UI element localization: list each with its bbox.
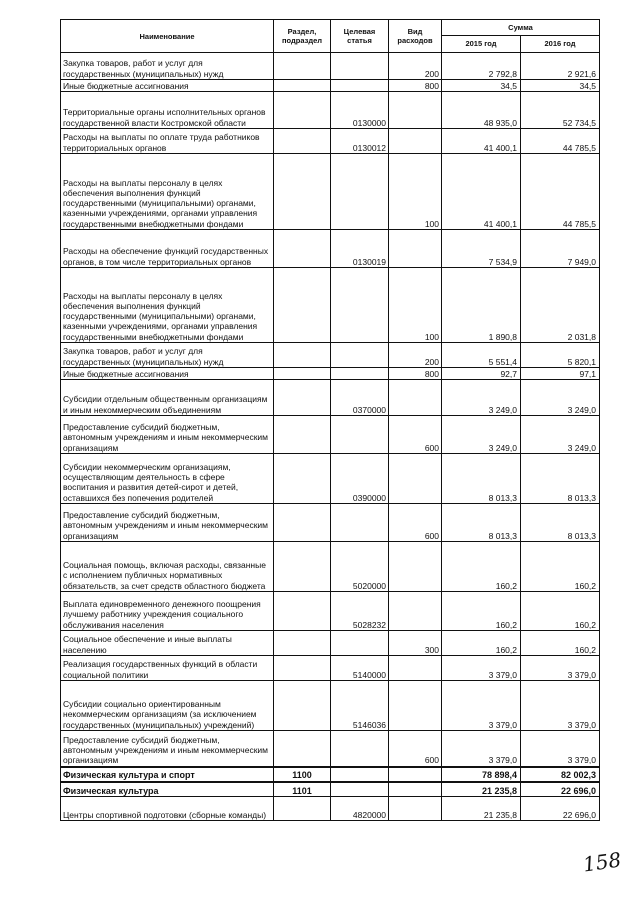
row-kind: 600 — [389, 416, 442, 454]
row-kind — [389, 656, 442, 681]
row-value-2015: 34,5 — [442, 80, 521, 92]
row-section — [274, 454, 331, 504]
row-section — [274, 380, 331, 416]
row-target: 0130019 — [331, 230, 389, 268]
row-kind: 600 — [389, 504, 442, 542]
table-row — [61, 80, 600, 92]
row-name: Субсидии отдельным общественным организациям и иным некоммерческим объединениям — [61, 380, 274, 416]
row-kind: 600 — [389, 731, 442, 767]
row-value-2016: 52 734,5 — [521, 92, 600, 129]
row-value-2015: 21 235,8 — [442, 797, 521, 821]
row-value-2015: 5 551,4 — [442, 343, 521, 368]
row-section — [274, 343, 331, 368]
row-section — [274, 368, 331, 380]
header-name: Наименование — [61, 20, 274, 53]
row-target: 4820000 — [331, 797, 389, 821]
row-kind: 100 — [389, 154, 442, 230]
row-value-2016: 8 013,3 — [521, 504, 600, 542]
row-value-2015: 7 534,9 — [442, 230, 521, 268]
table-body — [61, 53, 600, 821]
row-value-2015: 92,7 — [442, 368, 521, 380]
row-kind — [389, 92, 442, 129]
row-value-2015: 3 249,0 — [442, 380, 521, 416]
row-value-2016: 160,2 — [521, 542, 600, 592]
row-value-2015: 8 013,3 — [442, 454, 521, 504]
row-value-2016: 34,5 — [521, 80, 600, 92]
row-target — [331, 268, 389, 343]
row-section — [274, 129, 331, 154]
row-value-2015: 3 379,0 — [442, 681, 521, 731]
row-section — [274, 504, 331, 542]
table-row — [61, 454, 600, 504]
row-name: Иные бюджетные ассигнования — [61, 368, 274, 380]
row-value-2016: 3 379,0 — [521, 656, 600, 681]
page-number: 158 — [581, 847, 623, 877]
row-kind: 200 — [389, 53, 442, 80]
row-name: Расходы на обеспечение функций государственных органов, в том числе территориальных органов — [61, 230, 274, 268]
row-kind — [389, 681, 442, 731]
row-value-2016: 22 696,0 — [521, 797, 600, 821]
row-value-2016: 44 785,5 — [521, 154, 600, 230]
row-value-2015: 2 792,8 — [442, 53, 521, 80]
row-value-2015: 160,2 — [442, 542, 521, 592]
row-value-2016: 3 379,0 — [521, 681, 600, 731]
row-value-2016: 97,1 — [521, 368, 600, 380]
row-section: 1100 — [274, 767, 331, 782]
row-target — [331, 504, 389, 542]
row-target — [331, 416, 389, 454]
table-row — [61, 782, 600, 797]
row-name: Территориальные органы исполнительных органов государственной власти Костромской области — [61, 92, 274, 129]
row-target: 5140000 — [331, 656, 389, 681]
row-value-2015: 78 898,4 — [442, 767, 521, 782]
row-section — [274, 53, 331, 80]
row-kind — [389, 454, 442, 504]
row-section — [274, 542, 331, 592]
row-target: 5020000 — [331, 542, 389, 592]
row-target: 0390000 — [331, 454, 389, 504]
row-name: Выплата единовременного денежного поощрения лучшему работнику учреждения социального обслуживания населения — [61, 592, 274, 631]
row-name: Физическая культура — [61, 782, 274, 797]
table-row — [61, 797, 600, 821]
row-kind: 800 — [389, 80, 442, 92]
table-row — [61, 542, 600, 592]
row-target — [331, 368, 389, 380]
row-target: 0130000 — [331, 92, 389, 129]
row-value-2016: 160,2 — [521, 592, 600, 631]
row-value-2016: 5 820,1 — [521, 343, 600, 368]
row-kind — [389, 380, 442, 416]
row-target — [331, 631, 389, 656]
row-value-2015: 3 379,0 — [442, 656, 521, 681]
table-row — [61, 129, 600, 154]
row-name: Субсидии некоммерческим организациям, осуществляющим деятельность в сфере воспитания и развития детей-сирот и детей, оставшихся без попечения родителей — [61, 454, 274, 504]
table-row — [61, 631, 600, 656]
row-section — [274, 154, 331, 230]
row-target — [331, 782, 389, 797]
row-name: Расходы на выплаты персоналу в целях обеспечения выполнения функций государственными (муниципальными) органами, казенными учреждениями, органами управления государственными внебюджетными фондами — [61, 268, 274, 343]
row-value-2016: 22 696,0 — [521, 782, 600, 797]
table-row — [61, 592, 600, 631]
row-value-2016: 2 031,8 — [521, 268, 600, 343]
row-section — [274, 92, 331, 129]
table-row — [61, 268, 600, 343]
row-section — [274, 681, 331, 731]
row-kind — [389, 129, 442, 154]
header-2016: 2016 год — [521, 35, 600, 52]
row-value-2015: 160,2 — [442, 631, 521, 656]
row-section — [274, 416, 331, 454]
row-target: 0370000 — [331, 380, 389, 416]
row-kind: 300 — [389, 631, 442, 656]
row-value-2015: 1 890,8 — [442, 268, 521, 343]
row-name: Социальная помощь, включая расходы, связанные с исполнением публичных нормативных обязательств, за счет средств областного бюджета — [61, 542, 274, 592]
row-value-2015: 3 379,0 — [442, 731, 521, 767]
row-section: 1101 — [274, 782, 331, 797]
row-value-2015: 48 935,0 — [442, 92, 521, 129]
row-name: Реализация государственных функций в области социальной политики — [61, 656, 274, 681]
row-value-2016: 44 785,5 — [521, 129, 600, 154]
table-row — [61, 731, 600, 767]
row-value-2016: 2 921,6 — [521, 53, 600, 80]
row-target — [331, 343, 389, 368]
row-kind — [389, 782, 442, 797]
table-row — [61, 416, 600, 454]
header-section: Раздел, подраздел — [274, 20, 331, 53]
table-row — [61, 53, 600, 80]
row-target — [331, 731, 389, 767]
table-row — [61, 92, 600, 129]
row-value-2015: 160,2 — [442, 592, 521, 631]
row-value-2016: 3 379,0 — [521, 731, 600, 767]
row-value-2016: 82 002,3 — [521, 767, 600, 782]
header-kind: Вид расходов — [389, 20, 442, 53]
row-name: Расходы на выплаты персоналу в целях обеспечения выполнения функций государственными (муниципальными) органами, казенными учреждениями, органами управления государственными внебюджетными фондами — [61, 154, 274, 230]
row-value-2016: 3 249,0 — [521, 380, 600, 416]
row-kind: 200 — [389, 343, 442, 368]
header-2015: 2015 год — [442, 35, 521, 52]
row-target: 5028232 — [331, 592, 389, 631]
row-name: Закупка товаров, работ и услуг для государственных (муниципальных) нужд — [61, 343, 274, 368]
row-name: Социальное обеспечение и иные выплаты населению — [61, 631, 274, 656]
row-kind: 800 — [389, 368, 442, 380]
row-value-2016: 160,2 — [521, 631, 600, 656]
row-section — [274, 592, 331, 631]
row-value-2016: 7 949,0 — [521, 230, 600, 268]
row-name: Предоставление субсидий бюджетным, автономным учреждениям и иным некоммерческим организациям — [61, 504, 274, 542]
row-name: Предоставление субсидий бюджетным, автономным учреждениям и иным некоммерческим организациям — [61, 416, 274, 454]
row-value-2015: 41 400,1 — [442, 129, 521, 154]
row-target — [331, 80, 389, 92]
header-target: Целевая статья — [331, 20, 389, 53]
table-row — [61, 767, 600, 782]
row-section — [274, 631, 331, 656]
table-row — [61, 343, 600, 368]
row-name: Центры спортивной подготовки (сборные команды) — [61, 797, 274, 821]
row-target: 0130012 — [331, 129, 389, 154]
row-kind: 100 — [389, 268, 442, 343]
row-name: Физическая культура и спорт — [61, 767, 274, 782]
table-row — [61, 681, 600, 731]
table-row — [61, 380, 600, 416]
row-name: Предоставление субсидий бюджетным, автономным учреждениям и иным некоммерческим организациям — [61, 731, 274, 767]
row-kind — [389, 797, 442, 821]
row-value-2015: 8 013,3 — [442, 504, 521, 542]
row-target — [331, 53, 389, 80]
row-name: Иные бюджетные ассигнования — [61, 80, 274, 92]
header-sum: Сумма — [442, 20, 600, 36]
row-section — [274, 656, 331, 681]
row-section — [274, 80, 331, 92]
row-kind — [389, 542, 442, 592]
budget-table-sheet — [60, 19, 599, 821]
row-section — [274, 797, 331, 821]
row-kind — [389, 592, 442, 631]
table-row — [61, 230, 600, 268]
row-value-2015: 41 400,1 — [442, 154, 521, 230]
row-name: Закупка товаров, работ и услуг для государственных (муниципальных) нужд — [61, 53, 274, 80]
row-kind — [389, 230, 442, 268]
row-section — [274, 731, 331, 767]
row-kind — [389, 767, 442, 782]
table-row — [61, 154, 600, 230]
row-section — [274, 230, 331, 268]
row-target — [331, 154, 389, 230]
row-name: Субсидии социально ориентированным некоммерческим организациям (за исключением государственных (муниципальных) учреждений) — [61, 681, 274, 731]
row-name: Расходы на выплаты по оплате труда работников территориальных органов — [61, 129, 274, 154]
row-value-2015: 21 235,8 — [442, 782, 521, 797]
budget-table — [60, 19, 600, 821]
row-value-2015: 3 249,0 — [442, 416, 521, 454]
row-section — [274, 268, 331, 343]
row-target: 5146036 — [331, 681, 389, 731]
row-value-2016: 8 013,3 — [521, 454, 600, 504]
row-target — [331, 767, 389, 782]
table-row — [61, 656, 600, 681]
table-row — [61, 504, 600, 542]
row-value-2016: 3 249,0 — [521, 416, 600, 454]
table-row — [61, 368, 600, 380]
